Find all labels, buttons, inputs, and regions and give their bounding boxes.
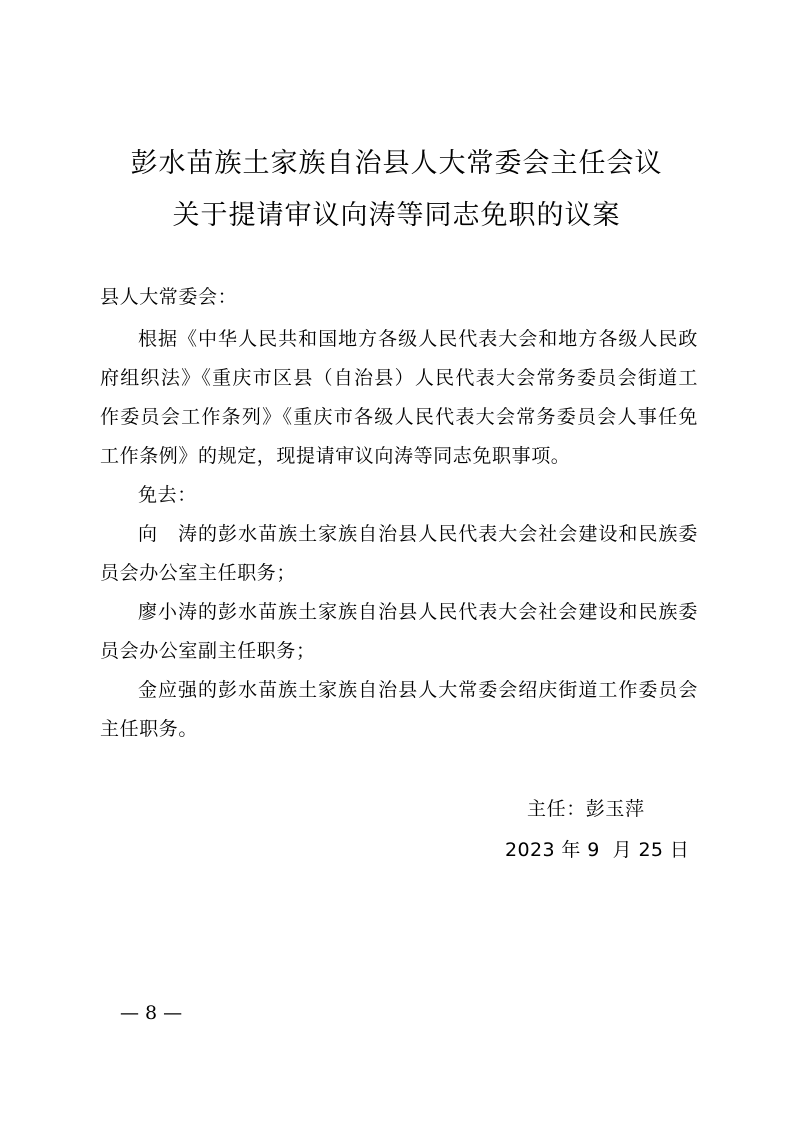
paragraph-removal-item: 廖小涛的彭水苗族土家族自治县人民代表大会社会建设和民族委员会办公室副主任职务； [100,601,698,662]
document-title-line-1: 彭水苗族土家族自治县人大常委会主任会议 [130,148,663,179]
document-body [100,320,698,749]
document-date: 2023 年 9 月 25 日 [505,839,690,861]
paragraph-removal-item: 金应强的彭水苗族土家族自治县人大常委会绍庆街道工作委员会主任职务。 [100,679,698,740]
salutation: 县人大常委会： [100,286,238,308]
signer: 主任：彭玉萍 [527,798,645,820]
page-number: — 8 — [120,1002,183,1024]
document-title-line-2: 关于提请审议向涛等同志免职的议案 [172,200,621,231]
paragraph-removal-item: 向 涛的彭水苗族土家族自治县人民代表大会社会建设和民族委员会办公室主任职务； [100,523,698,584]
paragraph-legal-basis: 根据《中华人民共和国地方各级人民代表大会和地方各级人民政府组织法》《重庆市区县（自治县）人民代表大会常务委员会街道工作委员会工作条列》《重庆市各级人民代表大会常务委员会人事任免工作条例》的规定，现提请审议向涛等同志免职事项。 [100,328,698,467]
paragraph-removal-heading: 免去： [138,484,197,506]
